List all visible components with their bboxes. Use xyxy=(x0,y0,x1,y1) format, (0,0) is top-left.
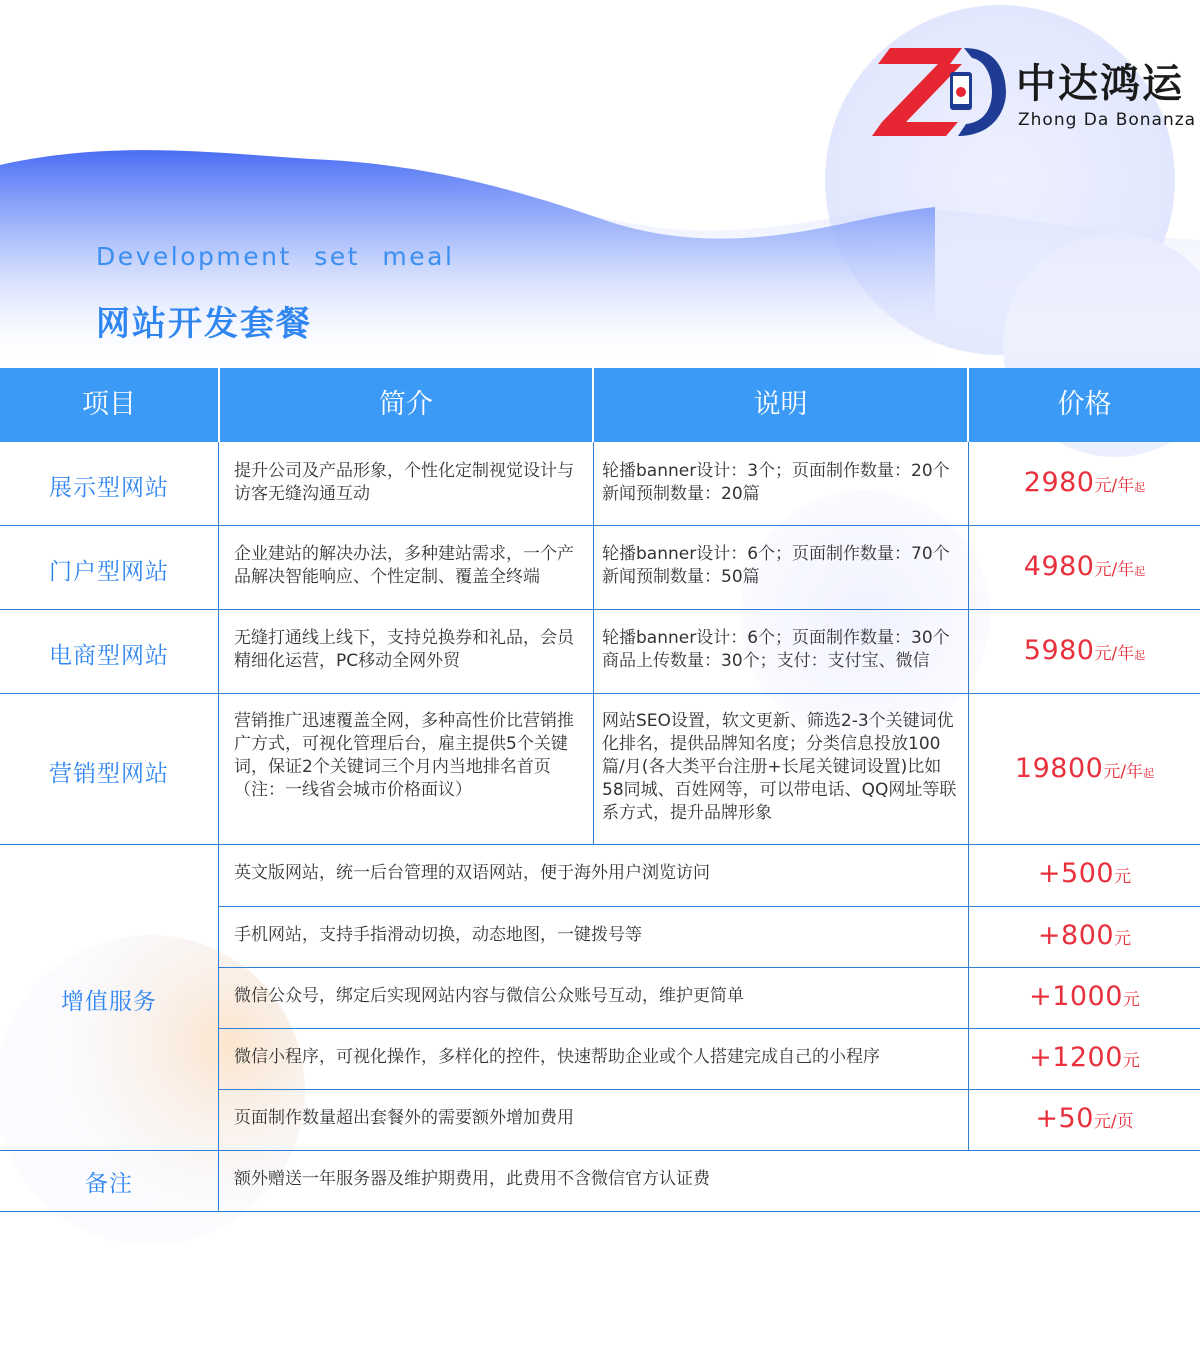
grid-line xyxy=(218,1028,1200,1029)
grid-line xyxy=(218,967,1200,968)
brand-name-cn: 中达鸿运 xyxy=(1016,61,1184,107)
grid-line xyxy=(0,1150,1200,1151)
package-price xyxy=(969,635,1200,666)
package-intro: 无缝打通线上线下，支持兑换券和礼品，会员精细化运营，PC移动全网外贸 xyxy=(234,628,574,671)
note-label: 备注 xyxy=(85,1171,133,1197)
brand-logo xyxy=(872,44,1197,140)
price-unit: 元 xyxy=(1122,1051,1140,1071)
package-detail: 轮播banner设计：6个；页面制作数量：30个商品上传数量：30个；支付：支付宝、微信 xyxy=(602,628,950,671)
grid-line xyxy=(218,1089,1200,1090)
price-unit: 元/年 xyxy=(1094,476,1135,496)
price-unit: 元 xyxy=(1114,867,1132,887)
package-detail: 网站SEO设置，软文更新、筛选2-3个关键词优化排名，提供品牌知名度；分类信息投放100篇/月(各大类平台注册+长尾关键词设置)比如58同城、百姓网等，可以带电话、QQ网址等联系方式，提升品牌形象 xyxy=(602,711,957,823)
price-amount: 5980 xyxy=(1023,635,1095,666)
grid-line xyxy=(0,693,1200,694)
service-price xyxy=(969,1103,1200,1134)
grid-line xyxy=(218,442,219,1212)
price-amount: +50 xyxy=(1035,1103,1094,1134)
zd-logo-icon xyxy=(872,44,1006,140)
grid-line xyxy=(0,525,1200,526)
grid-line xyxy=(218,906,1200,907)
package-name: 营销型网站 xyxy=(49,761,169,787)
service-price xyxy=(969,981,1200,1012)
package-name: 展示型网站 xyxy=(49,475,169,501)
price-suffix: 起 xyxy=(1134,481,1146,494)
grid-line xyxy=(0,844,1200,845)
package-price xyxy=(969,551,1200,582)
service-desc: 页面制作数量超出套餐外的需要额外增加费用 xyxy=(234,1108,574,1128)
package-price xyxy=(969,753,1200,784)
header-detail: 说明 xyxy=(753,389,808,420)
package-intro: 企业建站的解决办法，多种建站需求，一个产品解决智能响应、个性定制、覆盖全终端 xyxy=(234,544,574,587)
price-amount: +1000 xyxy=(1029,981,1123,1012)
price-suffix: 起 xyxy=(1134,649,1146,662)
price-amount: +1200 xyxy=(1029,1042,1123,1073)
package-name: 电商型网站 xyxy=(49,643,169,669)
package-name: 门户型网站 xyxy=(49,559,169,585)
service-desc: 微信公众号，绑定后实现网站内容与微信公众账号互动，维护更简单 xyxy=(234,986,744,1006)
header-price: 价格 xyxy=(1057,389,1112,420)
price-unit: 元/年 xyxy=(1094,644,1135,664)
price-amount: +800 xyxy=(1037,920,1115,951)
page-title: 网站开发套餐 xyxy=(96,304,312,344)
note-text: 额外赠送一年服务器及维护期费用，此费用不含微信官方认证费 xyxy=(234,1169,710,1189)
package-price xyxy=(969,467,1200,498)
price-amount: +500 xyxy=(1037,858,1115,889)
package-detail: 轮播banner设计：6个；页面制作数量：70个新闻预制数量：50篇 xyxy=(602,544,950,587)
service-desc: 手机网站，支持手指滑动切换，动态地图，一键拨号等 xyxy=(234,925,642,945)
price-amount: 19800 xyxy=(1014,753,1104,784)
grid-line xyxy=(0,609,1200,610)
service-desc: 微信小程序，可视化操作，多样化的控件，快速帮助企业或个人搭建完成自己的小程序 xyxy=(234,1047,880,1067)
package-detail: 轮播banner设计：3个；页面制作数量：20个新闻预制数量：20篇 xyxy=(602,461,950,504)
price-unit: 元/年 xyxy=(1094,560,1135,580)
header-intro: 简介 xyxy=(379,389,433,420)
service-price xyxy=(969,858,1200,889)
section-subtitle: Development set meal xyxy=(96,242,455,271)
price-unit: 元/年 xyxy=(1103,762,1144,782)
service-desc: 英文版网站，统一后台管理的双语网站，便于海外用户浏览访问 xyxy=(234,863,710,883)
brand-name-en: Zhong Da Bonanza xyxy=(1018,110,1197,130)
price-suffix: 起 xyxy=(1143,767,1155,780)
service-price xyxy=(969,1042,1200,1073)
grid-line xyxy=(593,442,594,844)
price-amount: 4980 xyxy=(1023,551,1095,582)
header-item: 项目 xyxy=(82,389,136,420)
service-price xyxy=(969,920,1200,951)
price-unit: 元 xyxy=(1122,990,1140,1010)
grid-line xyxy=(0,1211,1200,1212)
price-amount: 2980 xyxy=(1023,467,1095,498)
price-suffix: 起 xyxy=(1134,565,1146,578)
price-unit: 元 xyxy=(1114,929,1132,949)
package-intro: 营销推广迅速覆盖全网，多种高性价比营销推广方式，可视化管理后台，雇主提供5个关键词，保证2个关键词三个月内当地排名首页（注：一线省会城市价格面议） xyxy=(234,711,574,800)
price-unit: 元/页 xyxy=(1093,1112,1134,1132)
package-intro: 提升公司及产品形象，个性化定制视觉设计与访客无缝沟通互动 xyxy=(234,461,574,504)
value-added-label: 增值服务 xyxy=(61,989,157,1015)
table-header xyxy=(0,368,1200,442)
